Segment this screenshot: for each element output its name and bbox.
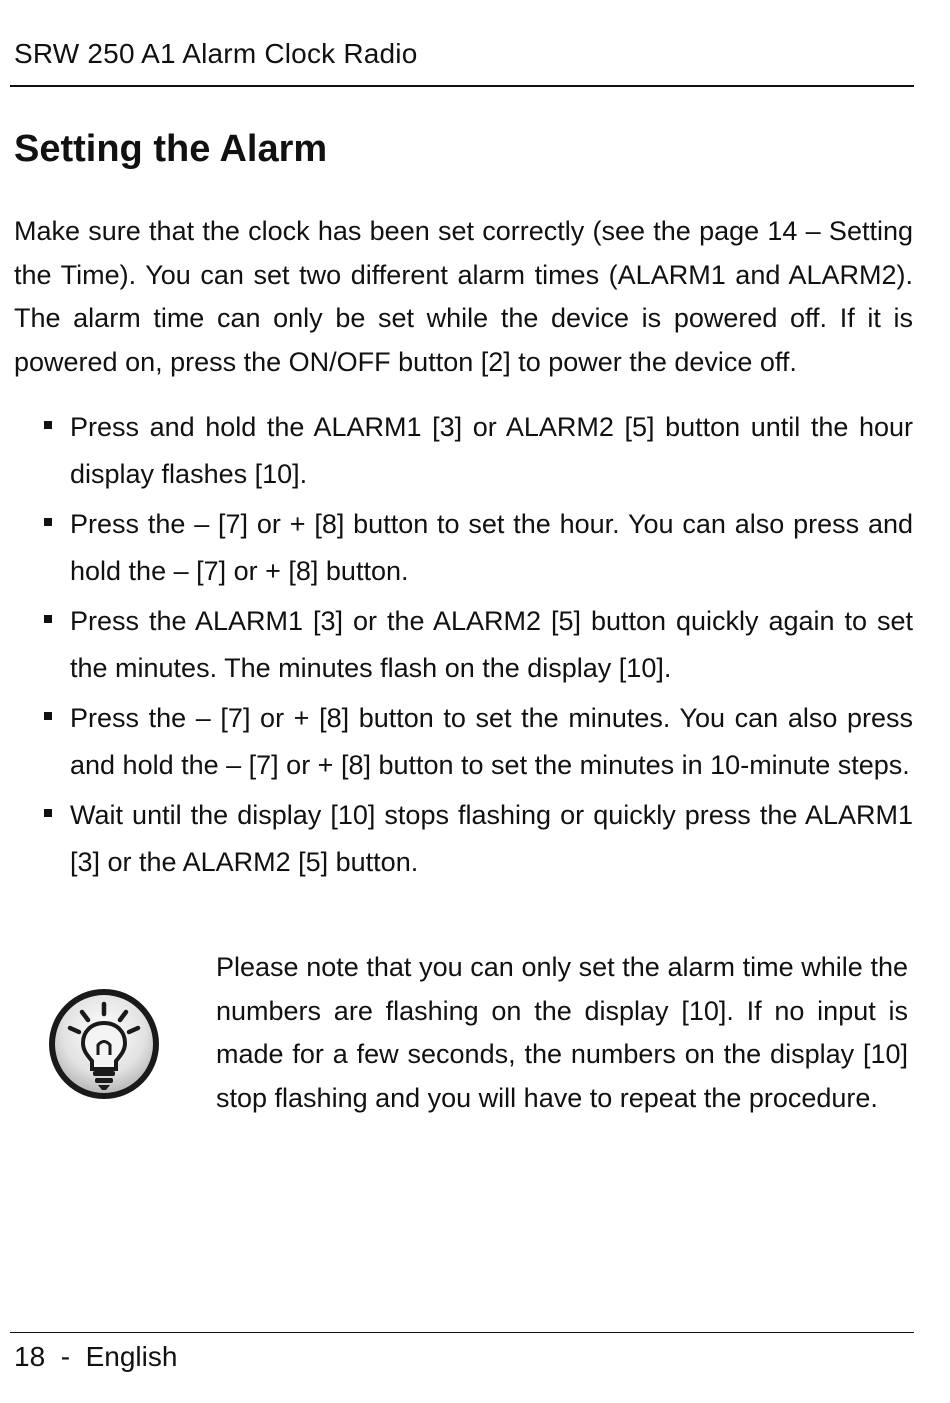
list-item (70, 792, 913, 885)
footer-divider (10, 1332, 914, 1333)
bullet-icon (44, 421, 52, 429)
step-text: Press the – [7] or + [8] button to set the minutes. You can also press and hold the – [7] or + [8] button to set the minutes in 10-minute steps. (70, 703, 913, 780)
list-item (70, 598, 913, 691)
steps-list (70, 404, 913, 889)
bullet-icon (44, 615, 52, 623)
bullet-icon (44, 518, 52, 526)
footer-separator: - (60, 1341, 71, 1372)
step-text: Press and hold the ALARM1 [3] or ALARM2 [5] button until the hour display flashes [10]. (70, 412, 913, 489)
section-title: Setting the Alarm (14, 128, 328, 170)
step-text: Wait until the display [10] stops flashing or quickly press the ALARM1 [3] or the ALARM2 [5] button. (70, 800, 913, 877)
list-item (70, 695, 913, 788)
list-item (70, 404, 913, 497)
step-text: Press the – [7] or + [8] button to set the hour. You can also press and hold the – [7] or + [8] button. (70, 509, 913, 586)
intro-paragraph: Make sure that the clock has been set correctly (see the page 14 – Setting the Time). You can set two different alarm times (ALARM1 and ALARM2). The alarm time can only be set while the device is powered off. If it is powered on, press the ON/OFF button [2] to power the device off. (14, 216, 913, 377)
bullet-icon (44, 809, 52, 817)
tip-note: Please note that you can only set the alarm time while the numbers are flashing on the display [10]. If no input is made for a few seconds, the numbers on the display [10] stop flashing and you will have to repeat the procedure. (216, 952, 908, 1113)
lightbulb-tip-icon (45, 985, 163, 1103)
page-footer (14, 1341, 177, 1373)
document-header: SRW 250 A1 Alarm Clock Radio (14, 38, 418, 69)
step-text: Press the ALARM1 [3] or the ALARM2 [5] button quickly again to set the minutes. The minutes flash on the display [10]. (70, 606, 913, 683)
list-item (70, 501, 913, 594)
bullet-icon (44, 712, 52, 720)
header-divider (10, 85, 914, 87)
footer-language: English (85, 1341, 178, 1372)
page-number: 18 (14, 1341, 46, 1372)
